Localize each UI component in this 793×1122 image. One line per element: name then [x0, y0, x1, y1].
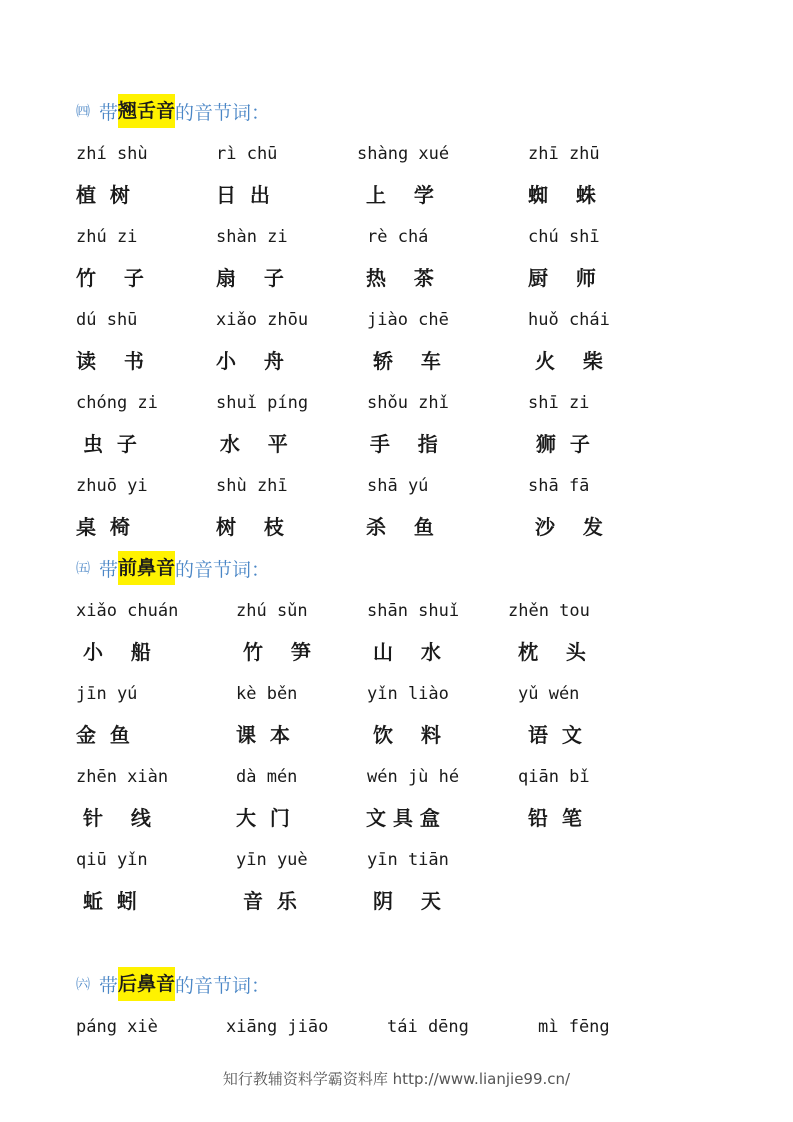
pinyin-word: zhēn xiàn [76, 767, 169, 787]
hanzi-word: 水 平 [206, 432, 288, 456]
pinyin-word: shā yú [367, 476, 429, 496]
hanzi-word: 扇 子 [216, 266, 284, 290]
hanzi-word: 文 具 盒 [366, 806, 440, 830]
hanzi-word: 热 茶 [366, 266, 434, 290]
hanzi-word: 小 舟 [216, 349, 284, 373]
pinyin-word: shù zhī [216, 476, 288, 496]
pinyin-word: dà mén [236, 767, 298, 787]
hanzi-word: 火 柴 [528, 349, 603, 373]
heading-prefix: 带 [99, 101, 119, 124]
pinyin-word: rì chū [216, 144, 278, 164]
hanzi-word: 枕 头 [518, 640, 586, 664]
pinyin-word: huǒ chái [528, 310, 610, 330]
hanzi-word: 读 书 [76, 349, 144, 373]
hanzi-row [0, 720, 793, 750]
pinyin-word: shàng xué [357, 144, 450, 164]
pinyin-word: shī zi [528, 393, 590, 413]
pinyin-word: yǐn liào [367, 684, 449, 704]
pinyin-word: tái dēng [387, 1017, 469, 1037]
pinyin-row [0, 139, 793, 169]
hanzi-word: 蚯 蚓 [76, 889, 137, 913]
section-heading-5 [76, 551, 270, 585]
pinyin-row [0, 679, 793, 709]
footer-watermark: 知行教辅资料学霸资料库 http://www.lianjie99.cn/ [222, 1070, 571, 1088]
pinyin-word: shuǐ píng [216, 393, 309, 413]
pinyin-word: zhěn tou [508, 601, 590, 621]
hanzi-word: 音 乐 [236, 889, 297, 913]
pinyin-word: chóng zi [76, 393, 158, 413]
hanzi-row [0, 886, 793, 916]
hanzi-row [0, 346, 793, 376]
hanzi-word: 小 船 [76, 640, 151, 664]
section-number: ㈥ [76, 977, 90, 993]
hanzi-word: 铅 笔 [528, 806, 582, 830]
hanzi-row [0, 263, 793, 293]
hanzi-word: 植 树 [76, 183, 130, 207]
heading-highlight: 前鼻音 [118, 551, 175, 585]
pinyin-word: xiāng jiāo [226, 1017, 329, 1037]
pinyin-word: wén jù hé [367, 767, 460, 787]
pinyin-word: xiǎo zhōu [216, 310, 309, 330]
pinyin-word: shā fā [528, 476, 590, 496]
hanzi-word: 树 枝 [216, 515, 284, 539]
pinyin-word: shān shuǐ [367, 601, 460, 621]
pinyin-word: zhuō yi [76, 476, 148, 496]
pinyin-row [0, 222, 793, 252]
heading-prefix: 带 [99, 558, 119, 581]
pinyin-word: dú shū [76, 310, 138, 330]
pinyin-word: yīn tiān [367, 850, 449, 870]
pinyin-word: chú shī [528, 227, 600, 247]
pinyin-row [0, 762, 793, 792]
pinyin-row [0, 471, 793, 501]
pinyin-word: zhī zhū [528, 144, 600, 164]
pinyin-word: yǔ wén [518, 684, 580, 704]
heading-highlight: 后鼻音 [118, 967, 175, 1001]
hanzi-row [0, 429, 793, 459]
heading-prefix: 带 [99, 974, 119, 997]
hanzi-word: 饮 料 [366, 723, 441, 747]
pinyin-word: qiū yǐn [76, 850, 148, 870]
hanzi-word: 课 本 [236, 723, 290, 747]
hanzi-row [0, 637, 793, 667]
hanzi-word: 桌 椅 [76, 515, 130, 539]
hanzi-word: 上 学 [366, 183, 434, 207]
pinyin-word: zhú zi [76, 227, 138, 247]
pinyin-word: qiān bǐ [518, 767, 590, 787]
hanzi-word: 竹 子 [76, 266, 144, 290]
hanzi-word: 狮 子 [522, 432, 590, 456]
hanzi-word: 阴 天 [366, 889, 441, 913]
section-number: ㈤ [76, 561, 90, 577]
hanzi-word: 轿 车 [366, 349, 441, 373]
section-heading-6 [76, 967, 270, 1001]
hanzi-row [0, 803, 793, 833]
hanzi-word: 厨 师 [528, 266, 596, 290]
section-heading-4 [76, 94, 270, 128]
pinyin-word: jīn yú [76, 684, 138, 704]
hanzi-word: 竹 笋 [236, 640, 311, 664]
pinyin-word: shàn zi [216, 227, 288, 247]
hanzi-word: 针 线 [76, 806, 151, 830]
hanzi-word: 日 出 [216, 183, 270, 207]
hanzi-word: 手 指 [356, 432, 438, 456]
hanzi-word: 蜘 蛛 [528, 183, 596, 207]
hanzi-row [0, 512, 793, 542]
hanzi-word: 语 文 [528, 723, 582, 747]
hanzi-row [0, 180, 793, 210]
hanzi-word: 山 水 [366, 640, 441, 664]
heading-suffix: 的音节词： [175, 101, 271, 124]
section-number: ㈣ [76, 104, 90, 120]
pinyin-word: yīn yuè [236, 850, 308, 870]
hanzi-word: 大 门 [236, 806, 290, 830]
hanzi-word: 杀 鱼 [366, 515, 434, 539]
heading-highlight: 翘舌音 [118, 94, 175, 128]
pinyin-row [0, 596, 793, 626]
pinyin-word: jiào chē [367, 310, 449, 330]
hanzi-word: 金 鱼 [76, 723, 130, 747]
hanzi-word: 沙 发 [528, 515, 603, 539]
pinyin-row [0, 1012, 793, 1042]
heading-suffix: 的音节词： [175, 974, 271, 997]
heading-suffix: 的音节词： [175, 558, 271, 581]
pinyin-word: páng xiè [76, 1017, 158, 1037]
pinyin-row [0, 845, 793, 875]
pinyin-word: rè chá [367, 227, 429, 247]
pinyin-word: xiǎo chuán [76, 601, 179, 621]
pinyin-word: mì fēng [538, 1017, 610, 1037]
pinyin-row [0, 305, 793, 335]
pinyin-word: zhú sǔn [236, 601, 308, 621]
pinyin-row [0, 388, 793, 418]
pinyin-word: shǒu zhǐ [367, 393, 449, 413]
hanzi-word: 虫 子 [76, 432, 137, 456]
pinyin-word: zhí shù [76, 144, 148, 164]
pinyin-word: kè běn [236, 684, 298, 704]
